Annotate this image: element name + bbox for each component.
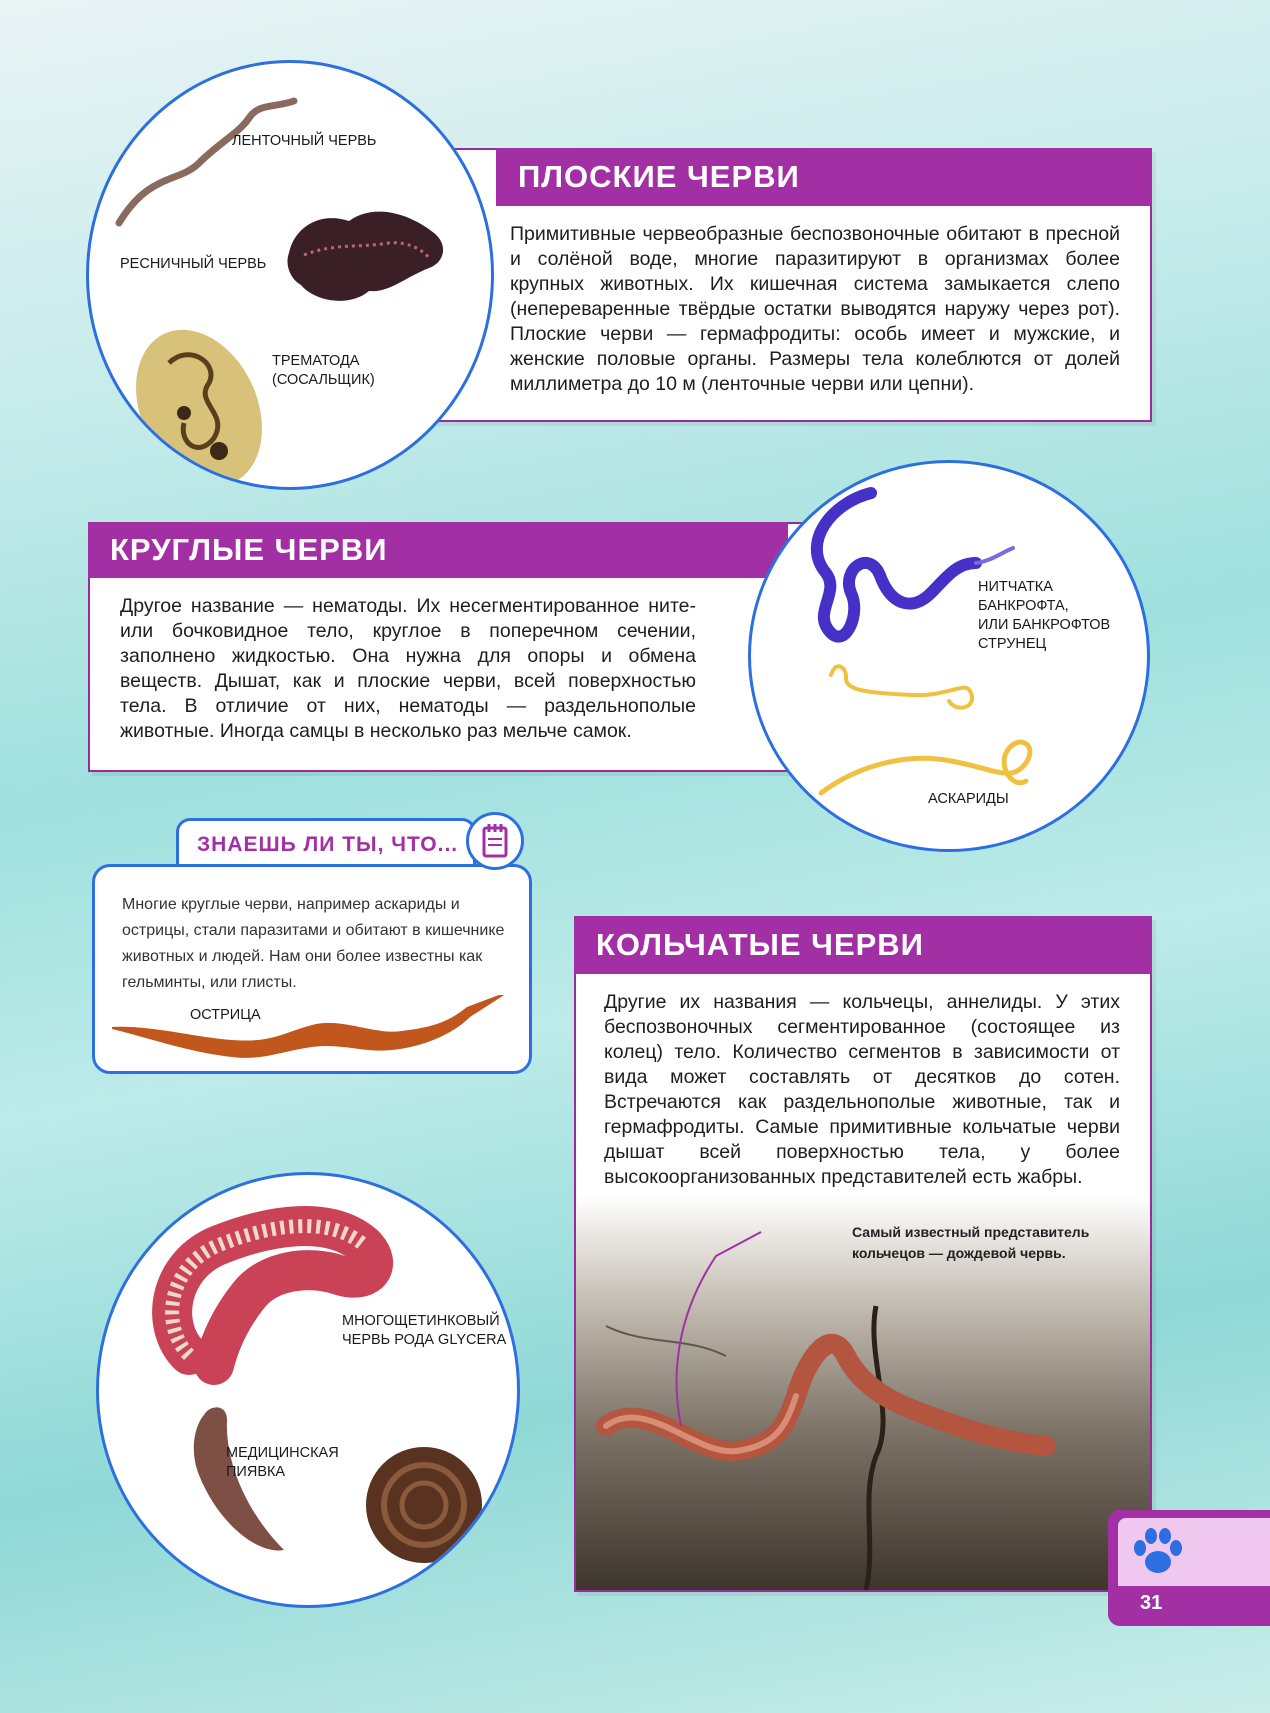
filaria-label-3: ИЛИ БАНКРОФТОВ: [978, 617, 1111, 633]
page-number: 31: [1140, 1592, 1163, 1614]
round-worms-title: КРУГЛЫЕ ЧЕРВИ: [88, 522, 788, 578]
ascarid-image-2: [821, 742, 1030, 793]
ciliary-worm-label: РЕСНИЧНЫЙ ЧЕРВЬ: [120, 256, 267, 272]
trematode-image: [112, 309, 286, 490]
ciliary-worm-image: [288, 212, 444, 301]
tapeworm-image: [119, 101, 294, 223]
paw-icon: [1126, 1522, 1190, 1582]
pinworm-label: ОСТРИЦА: [190, 1007, 261, 1023]
glycera-label-1: МНОГОЩЕТИНКОВЫЙ: [342, 1313, 500, 1329]
leech-label-1: МЕДИЦИНСКАЯ: [226, 1445, 339, 1461]
filaria-label-1: НИТЧАТКА: [978, 579, 1053, 595]
flat-worms-text: Примитивные червеобразные беспозвоночные обитают в пресной и солёной воде, многие паразитируют в организмах более крупных животных. Их кишечная система замыкается слепо (непереваренные твёрдые остатки выводятся наружу через рот). Плоские черви — гермафродиты: особь имеет и мужские, и женские половые органы. Размеры тела колеблются от долей миллиметра до 10 м (ленточные черви или цепни).: [510, 223, 1120, 395]
did-you-know-tab: ЗНАЕШЬ ЛИ ТЫ, ЧТО...: [176, 818, 476, 868]
filaria-label-4: СТРУНЕЦ: [978, 636, 1047, 652]
trematode-label-sub: (СОСАЛЬЩИК): [272, 372, 375, 388]
round-worms-text: Другое название — нематоды. Их несегментированное ните- или бочковидное тело, круглое в поперечном сечении, заполнено жидкостью. Она нужна для опоры и обмена веществ. Дышат, как и плоские черви, всей поверхностью тела. В отличие от них, нематоды — раздельнополые животные. Иногда самцы в несколько раз мельче самок.: [120, 595, 696, 742]
leech-label-2: ПИЯВКА: [226, 1464, 286, 1480]
annelid-circle: [96, 1172, 520, 1608]
notebook-icon: [466, 812, 524, 870]
trematode-label: ТРЕМАТОДА: [272, 353, 360, 369]
flat-worms-title: ПЛОСКИЕ ЧЕРВИ: [496, 148, 1152, 206]
did-you-know-text: Многие круглые черви, например аскариды и острицы, стали паразитами и обитают в кишечнике животных и людей. Нам они более известны как гельминты, или глисты.: [122, 896, 505, 991]
earthworm-callout-2: кольчецов — дождевой червь.: [852, 1245, 1066, 1261]
tapeworm-label: ЛЕНТОЧНЫЙ ЧЕРВЬ: [232, 133, 377, 149]
earthworm-callout-1: Самый известный представитель: [852, 1224, 1090, 1240]
glycera-label-2: ЧЕРВЬ РОДА GLYCERA: [342, 1332, 507, 1348]
ascarid-label: АСКАРИДЫ: [928, 791, 1009, 807]
annelid-illustrations: [99, 1175, 520, 1608]
flat-worms-circle: [86, 60, 494, 490]
flat-worms-illustrations: [89, 63, 494, 490]
filaria-label-2: БАНКРОФТА,: [978, 598, 1069, 614]
filaria-image: [817, 493, 976, 637]
annelid-text: Другие их названия — кольчецы, аннелиды. У этих беспозвоночных сегментированное (состоящее из колец) тело. Количество сегментов в зависимости от вида может составлять от десятков до сотен. Встречаются как раздельнополые животные, так и гермафродиты. Самые примитивные кольчатые черви дышат всей поверхностью тела, у более высокоорганизованных представителей есть жабры.: [604, 991, 1120, 1188]
pinworm-image: [112, 995, 512, 1075]
annelid-title: КОЛЬЧАТЫЕ ЧЕРВИ: [574, 916, 1152, 974]
ascarid-image-1: [831, 666, 972, 707]
